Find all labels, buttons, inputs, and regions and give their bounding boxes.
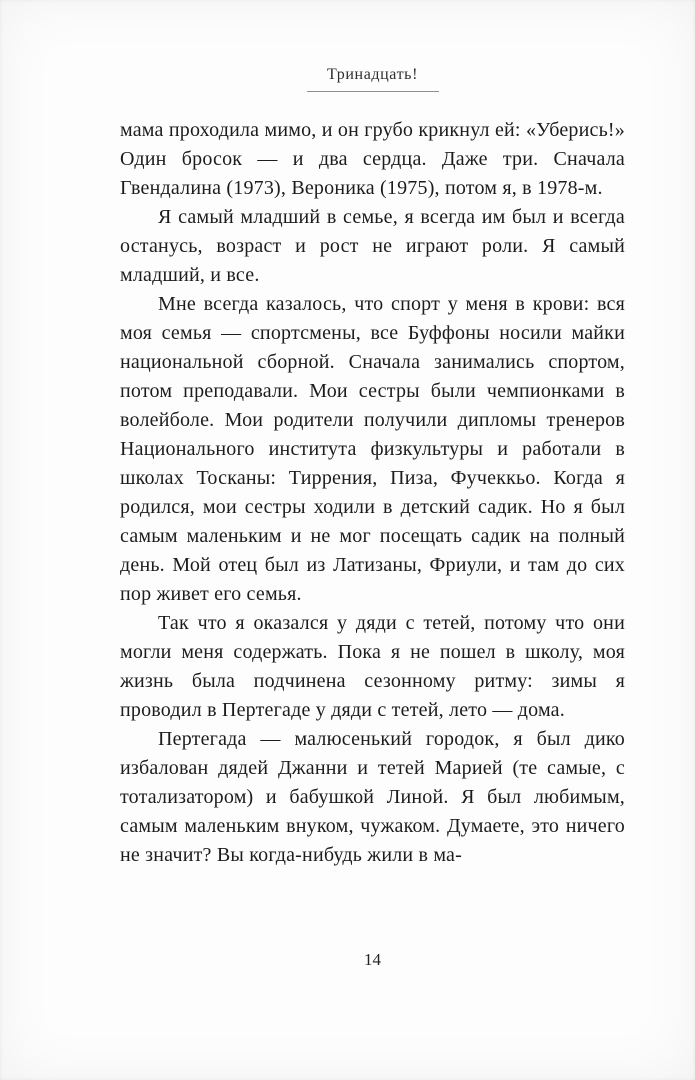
paragraph-continuation: мама проходила мимо, и он грубо крикнул ей: «Уберись!» Один бросок — и два сердца. Даже три. Сначала Гвендалина (1973), Вероника (1975), потом я, в 1978-м.: [120, 119, 625, 199]
page-body: [120, 116, 625, 870]
paragraph: Так что я оказался у дяди с тетей, потому что они могли меня содержать. Пока я не пошел в школу, моя жизнь была подчинена сезонному ритму: зимы я проводил в Пертегаде у дяди с тетей, лето — дома.: [120, 612, 625, 721]
paragraph: Пертегада — малюсенький городок, я был дико избалован дядей Джанни и тетей Марией (те самые, с тотализатором) и бабушкой Линой. Я был любимым, самым маленьким внуком, чужаком. Думаете, это ничего не значит? Вы когда-нибудь жили в ма-: [120, 728, 625, 866]
chapter-title: Тринадцать!: [327, 66, 418, 83]
running-header: [120, 66, 625, 92]
page-number: 14: [364, 950, 381, 969]
header-rule: [307, 91, 439, 92]
page-footer: [120, 950, 625, 970]
paragraph: Мне всегда казалось, что спорт у меня в крови: вся моя семья — спортсмены, все Буффоны носили майки национальной сборной. Сначала занимались спортом, потом преподавали. Мои сестры были чемпионками в волейболе. Мои родители получили дипломы тренеров Национального института физкультуры и работали в школах Тосканы: Тиррения, Пиза, Фучеккьо. Когда я родился, мои сестры ходили в детский садик. Но я был самым маленьким и не мог посещать садик на полный день. Мой отец был из Латизаны, Фриули, и там до сих пор живет его семья.: [120, 293, 625, 605]
paragraph: Я самый младший в семье, я всегда им был и всегда останусь, возраст и рост не играют роли. Я самый младший, и все.: [120, 206, 625, 286]
